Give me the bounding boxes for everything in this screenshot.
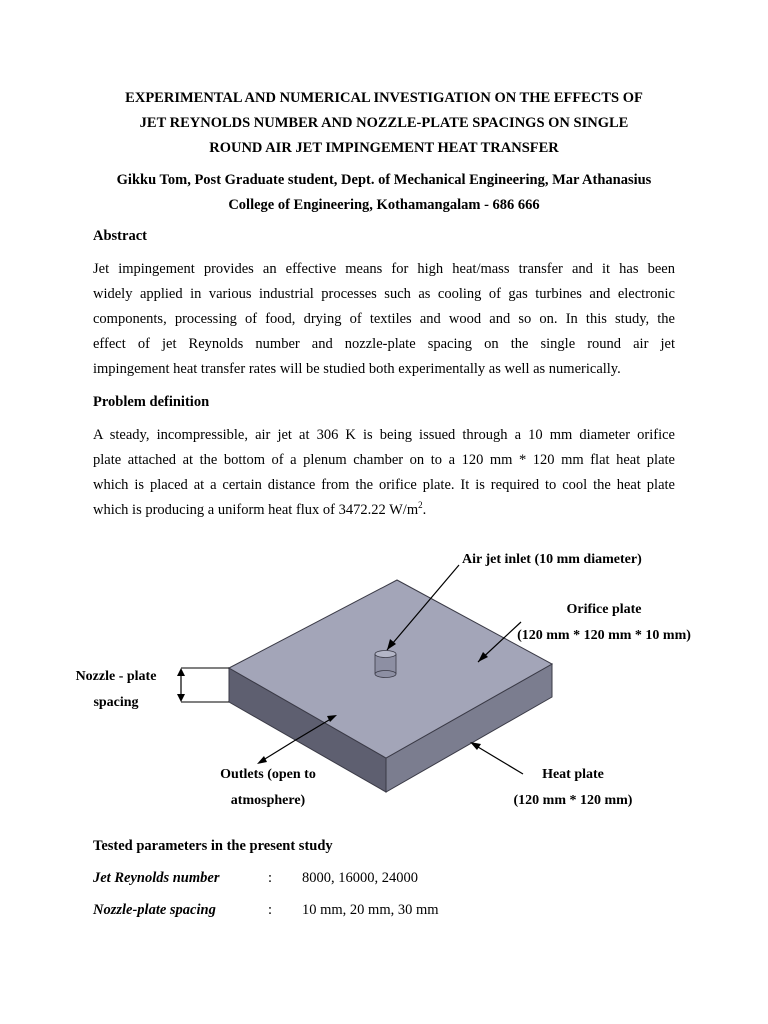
- orifice-label-text-2: (120 mm * 120 mm * 10 mm): [517, 628, 691, 643]
- setup-figure: [0, 530, 768, 830]
- orifice-label: [506, 597, 702, 649]
- abstract-line: components, processing of food, drying of textiles and wood and so on. In this study, the: [93, 311, 675, 327]
- abstract-line: effect of jet Reynolds number and nozzle-plate spacing on the single round air jet: [93, 336, 675, 352]
- author-affiliation: [60, 168, 708, 218]
- author-line: Gikku Tom, Post Graduate student, Dept. of Mechanical Engineering, Mar Athanasius: [116, 172, 652, 188]
- problem-line: which is placed at a certain distance from the orifice plate. It is required to cool the heat plate: [93, 477, 675, 493]
- abstract-paragraph: [93, 257, 675, 382]
- problem-line: [93, 498, 675, 523]
- paper-title: [60, 86, 708, 161]
- title-line: ROUND AIR JET IMPINGEMENT HEAT TRANSFER: [209, 140, 559, 156]
- abstract-line: Jet impingement provides an effective means for high heat/mass transfer and it has been: [93, 261, 675, 277]
- author-line: College of Engineering, Kothamangalam - 686 666: [228, 197, 540, 213]
- abstract-heading: Abstract: [93, 228, 147, 244]
- orifice-label-text-1: Orifice plate: [566, 602, 642, 617]
- outlets-label-text-1: Outlets (open to: [220, 767, 316, 782]
- inlet-label-text: Air jet inlet (10 mm diameter): [462, 552, 642, 567]
- outlets-label: [208, 762, 328, 814]
- problem-paragraph: [93, 423, 675, 523]
- problem-line: plate attached at the bottom of a plenum chamber on to a 120 mm * 120 mm flat heat plate: [93, 452, 675, 468]
- spacing-label-text-1: Nozzle - plate: [75, 669, 157, 684]
- heat-plate-label-text-2: (120 mm * 120 mm): [513, 793, 633, 808]
- param-value: 10 mm, 20 mm, 30 mm: [302, 902, 439, 918]
- problem-heading: Problem definition: [93, 394, 210, 410]
- problem-line: A steady, incompressible, air jet at 306 K is being issued through a 10 mm diameter orifice: [93, 427, 675, 443]
- param-colon: :: [268, 870, 273, 886]
- param-name: Jet Reynolds number: [93, 870, 220, 886]
- inlet-label: [462, 547, 642, 573]
- spacing-label-text-2: spacing: [93, 695, 139, 710]
- title-line: JET REYNOLDS NUMBER AND NOZZLE-PLATE SPACINGS ON SINGLE: [139, 115, 629, 131]
- title-line: EXPERIMENTAL AND NUMERICAL INVESTIGATION ON THE EFFECTS OF: [125, 90, 643, 106]
- param-value: 8000, 16000, 24000: [302, 870, 418, 886]
- superscript: 2: [418, 500, 423, 510]
- abstract-line: widely applied in various industrial processes such as cooling of gas turbines and electronic: [93, 286, 675, 302]
- param-name: Nozzle-plate spacing: [93, 902, 216, 918]
- abstract-line: impingement heat transfer rates will be studied both experimentally as well as numerically.: [93, 361, 621, 377]
- tested-heading: Tested parameters in the present study: [93, 838, 333, 854]
- period: .: [422, 502, 427, 518]
- spacing-label: [66, 664, 166, 716]
- heat-plate-label-text-1: Heat plate: [542, 767, 604, 782]
- outlets-label-text-2: atmosphere): [230, 793, 306, 808]
- param-colon: :: [268, 902, 273, 918]
- heat-plate-label: [500, 762, 646, 814]
- heat-flux-text: which is producing a uniform heat flux of 3472.22 W/m: [93, 502, 419, 518]
- nozzle-bottom: [375, 671, 396, 678]
- nozzle-top: [375, 651, 396, 658]
